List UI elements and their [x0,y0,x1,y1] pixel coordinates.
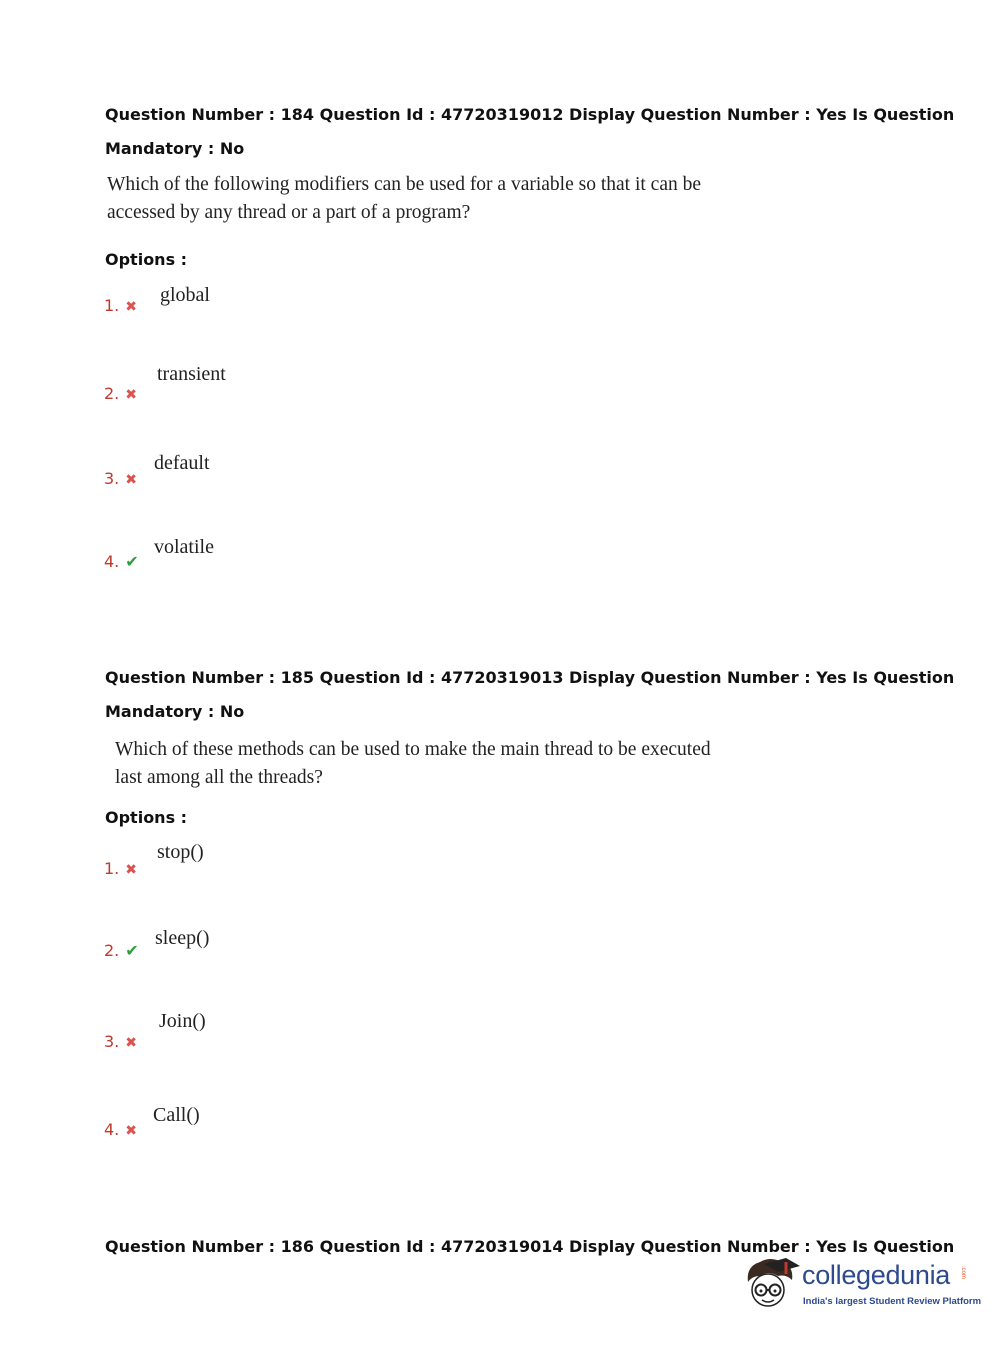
options-label: Options : [105,808,188,827]
option-number: 2. ✔ [104,941,139,960]
question-184-meta: Question Number : 184 Question Id : 47720319012 Display Question Number : Yes Is Question [105,105,955,124]
option-text: sleep() [155,927,210,949]
logo-wordmark: collegedunia [802,1260,951,1290]
wrong-mark-icon: ✖ [125,387,137,403]
student-mascot-icon [742,1256,802,1318]
option-text: stop() [157,841,204,863]
question-184-text-line1: Which of the following modifiers can be used for a variable so that it can be [107,174,702,195]
question-185-text-line1: Which of these methods can be used to make the main thread to be executed [115,739,711,760]
option-text: global [160,284,210,306]
option-text: Call() [153,1104,200,1126]
options-label: Options : [105,250,188,269]
wrong-mark-icon: ✖ [125,1035,137,1051]
wrong-mark-icon: ✖ [125,299,137,315]
question-184-text-line2: accessed by any thread or a part of a program? [107,202,471,223]
option-number: 1. ✖ [104,296,137,315]
question-186-meta: Question Number : 186 Question Id : 47720319014 Display Question Number : Yes Is Question [105,1237,955,1256]
option-number: 4. ✔ [104,552,139,571]
option-number: 3. ✖ [104,1032,137,1051]
check-mark-icon: ✔ [125,552,139,571]
collegedunia-logo [742,1256,982,1318]
option-text: default [154,452,210,474]
option-number: 2. ✖ [104,384,137,403]
option-number: 1. ✖ [104,859,137,878]
question-185-text-line2: last among all the threads? [115,767,323,788]
option-number: 4. ✖ [104,1120,137,1139]
question-184-mandatory: Mandatory : No [105,139,245,158]
wrong-mark-icon: ✖ [125,472,137,488]
wrong-mark-icon: ✖ [125,862,137,878]
option-number: 3. ✖ [104,469,137,488]
check-mark-icon: ✔ [125,941,139,960]
logo-tagline: India's largest Student Review Platform [803,1296,982,1307]
logo-suffix: .com [960,1266,966,1280]
option-text: volatile [154,536,214,558]
option-text: transient [157,363,226,385]
wrong-mark-icon: ✖ [125,1123,137,1139]
option-text: Join() [159,1010,206,1032]
question-185-mandatory: Mandatory : No [105,702,245,721]
question-185-meta: Question Number : 185 Question Id : 47720319013 Display Question Number : Yes Is Question [105,668,955,687]
